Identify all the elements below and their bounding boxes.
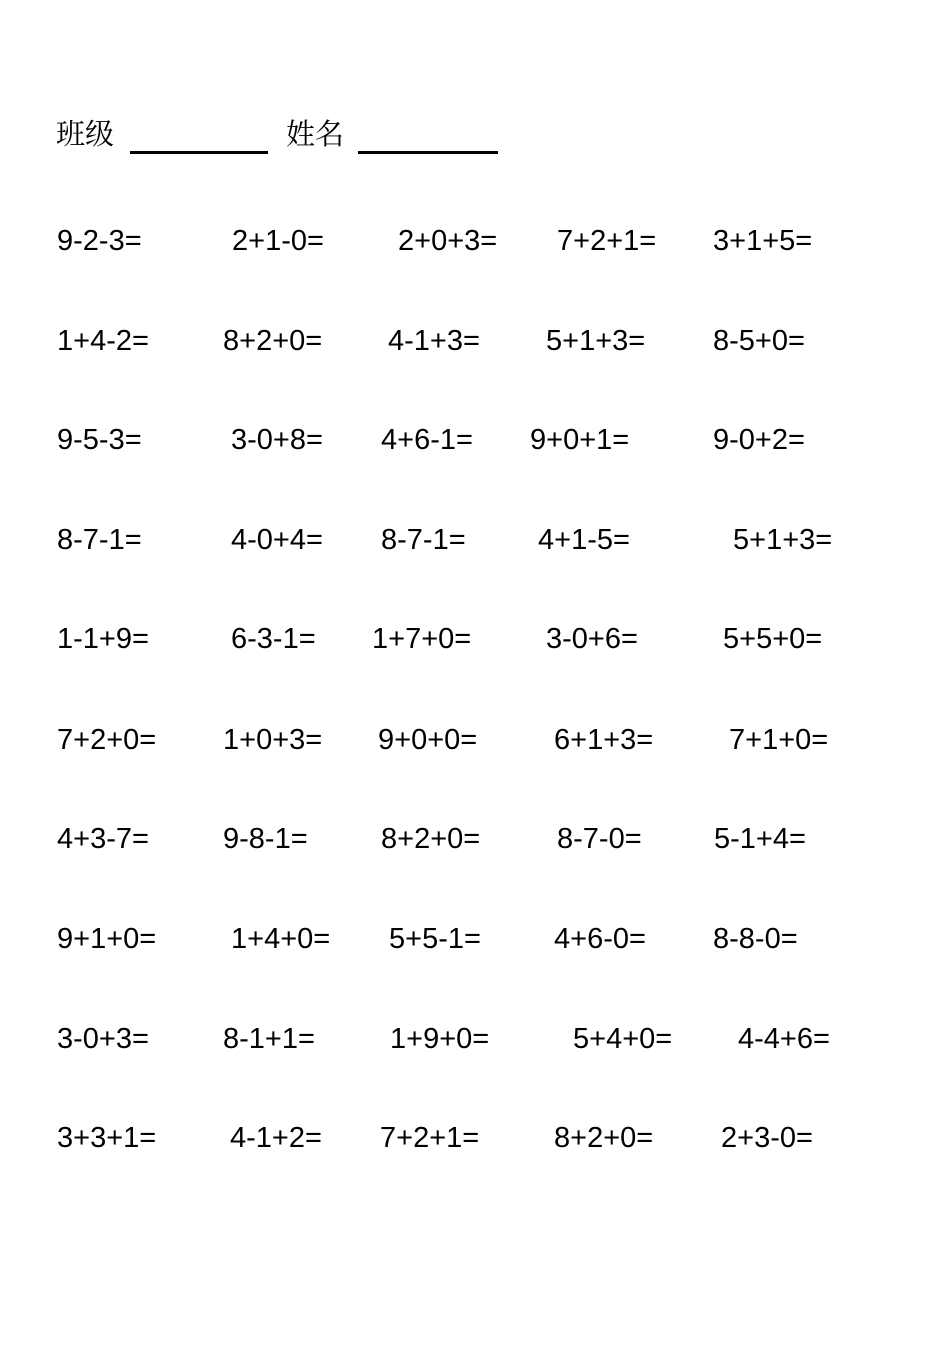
math-problem: 8-7-1= <box>381 524 466 556</box>
math-problem: 3-0+8= <box>231 424 323 456</box>
math-problem: 1+4-2= <box>57 325 149 357</box>
math-problem: 7+2+1= <box>557 225 657 257</box>
math-problem: 9-2-3= <box>57 225 142 257</box>
math-problem: 1+4+0= <box>231 923 331 955</box>
math-problem: 5+5-1= <box>389 923 481 955</box>
math-problem: 5-1+4= <box>714 823 806 855</box>
math-problem: 8-5+0= <box>713 325 805 357</box>
math-problem: 9+0+1= <box>530 424 630 456</box>
math-problem: 9-8-1= <box>223 823 308 855</box>
math-problem: 6+1+3= <box>554 724 654 756</box>
math-problem: 8-7-1= <box>57 524 142 556</box>
name-blank-line <box>358 151 498 154</box>
math-problem: 4-4+6= <box>738 1023 830 1055</box>
math-problem: 4+1-5= <box>538 524 630 556</box>
math-problem: 4-1+2= <box>230 1122 322 1154</box>
math-problem: 8-1+1= <box>223 1023 315 1055</box>
math-problem: 7+2+1= <box>380 1122 480 1154</box>
math-problem: 4+6-0= <box>554 923 646 955</box>
math-problem: 5+5+0= <box>723 623 823 655</box>
math-problem: 1+0+3= <box>223 724 323 756</box>
math-problem: 8-8-0= <box>713 923 798 955</box>
math-problem: 5+1+3= <box>546 325 646 357</box>
math-problem: 3-0+3= <box>57 1023 149 1055</box>
math-problem: 8+2+0= <box>554 1122 654 1154</box>
math-problem: 2+1-0= <box>232 225 324 257</box>
math-problem: 8+2+0= <box>381 823 481 855</box>
math-problem: 7+2+0= <box>57 724 157 756</box>
math-problem: 8-7-0= <box>557 823 642 855</box>
class-label: 班级 <box>56 117 115 151</box>
math-problem: 3+1+5= <box>713 225 813 257</box>
math-problem: 9-0+2= <box>713 424 805 456</box>
math-problem: 4+3-7= <box>57 823 149 855</box>
math-problem: 3+3+1= <box>57 1122 157 1154</box>
math-problem: 2+3-0= <box>721 1122 813 1154</box>
name-label: 姓名 <box>286 117 345 151</box>
math-problem: 8+2+0= <box>223 325 323 357</box>
math-problem: 9+1+0= <box>57 923 157 955</box>
math-problem: 2+0+3= <box>398 225 498 257</box>
math-problem: 3-0+6= <box>546 623 638 655</box>
math-problem: 5+1+3= <box>733 524 833 556</box>
math-problem: 5+4+0= <box>573 1023 673 1055</box>
math-problem: 4+6-1= <box>381 424 473 456</box>
math-problem: 1-1+9= <box>57 623 149 655</box>
math-problem: 7+1+0= <box>729 724 829 756</box>
class-blank-line <box>130 151 268 154</box>
math-problem: 1+7+0= <box>372 623 472 655</box>
math-problem: 4-1+3= <box>388 325 480 357</box>
math-problem: 6-3-1= <box>231 623 316 655</box>
math-problem: 1+9+0= <box>390 1023 490 1055</box>
math-problem: 9-5-3= <box>57 424 142 456</box>
math-problem: 4-0+4= <box>231 524 323 556</box>
math-problem: 9+0+0= <box>378 724 478 756</box>
